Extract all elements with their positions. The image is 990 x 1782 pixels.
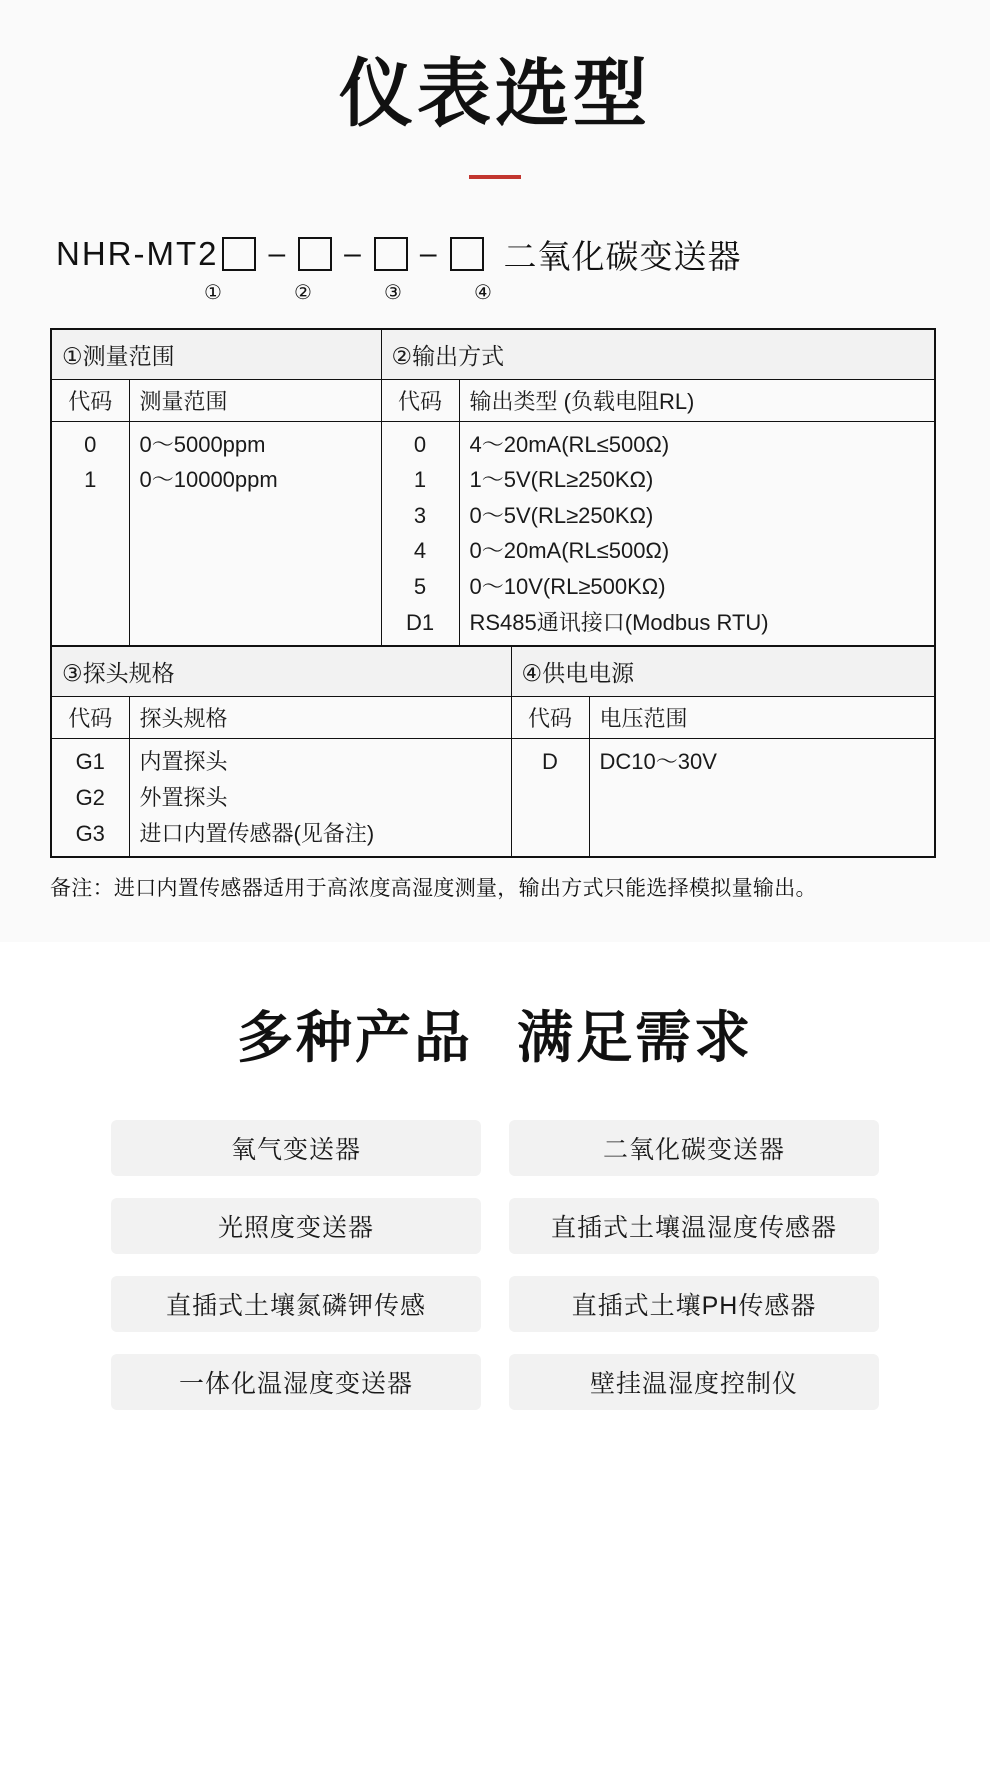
model-marker-row — [56, 280, 990, 306]
block2-col2: 输出类型 (负载电阻RL) — [459, 379, 935, 421]
probe-code-cell — [51, 739, 129, 857]
output-value-0: 4～20mA(RL≤500Ω) — [469, 431, 670, 457]
block4-col2: 电压范围 — [589, 697, 935, 739]
output-code-5: D1 — [405, 609, 435, 635]
table-note: 备注：进口内置传感器适用于高浓度高湿度测量，输出方式只能选择模拟量输出。 — [50, 877, 817, 901]
code-box-1 — [222, 237, 256, 271]
product-chip-oxygen[interactable]: 氧气变送器 — [111, 1120, 481, 1176]
products-title-left: 多种产品 — [237, 1006, 473, 1070]
marker-3: ③ — [384, 281, 402, 304]
range-code-1: 1 — [84, 467, 97, 493]
block4-col1: 代码 — [511, 697, 589, 739]
range-value-0: 0～5000ppm — [139, 431, 266, 457]
output-code-3: 4 — [413, 538, 427, 564]
probe-value-1: 外置探头 — [139, 784, 228, 810]
marker-4: ④ — [474, 281, 492, 304]
model-prefix: NHR-MT2 — [56, 235, 219, 272]
power-value-cell — [589, 739, 935, 857]
product-chip-illuminance[interactable]: 光照度变送器 — [111, 1198, 481, 1254]
block3-col1: 代码 — [51, 697, 129, 739]
model-code-line — [56, 231, 990, 278]
spec-table-top — [50, 328, 936, 648]
product-chip-soil-temp-humidity[interactable]: 直插式土壤温湿度传感器 — [509, 1198, 879, 1254]
product-chip-co2[interactable]: 二氧化碳变送器 — [509, 1120, 879, 1176]
probe-value-2: 进口内置传感器(见备注) — [139, 820, 375, 846]
block1-header: ①测量范围 — [51, 329, 381, 380]
marker-1: ① — [204, 281, 222, 304]
output-value-cell — [459, 421, 935, 646]
output-value-3: 0～20mA(RL≤500Ω) — [469, 538, 670, 564]
block2-col1: 代码 — [381, 379, 459, 421]
range-value-cell — [129, 421, 381, 646]
table-subheader-row — [51, 379, 935, 421]
block3-col2: 探头规格 — [129, 697, 511, 739]
power-value-0: DC10～30V — [599, 749, 717, 775]
probe-value-cell — [129, 739, 511, 857]
code-box-4 — [450, 237, 484, 271]
dash-3: – — [419, 237, 438, 270]
page-title: 仪表选型 — [339, 52, 651, 135]
product-chip-soil-ph[interactable]: 直插式土壤PH传感器 — [509, 1276, 879, 1332]
range-value-1: 0～10000ppm — [139, 467, 278, 493]
output-code-cell — [381, 421, 459, 646]
products-title-right: 满足需求 — [517, 1006, 753, 1070]
output-value-5: RS485通讯接口(Modbus RTU) — [469, 609, 769, 635]
marker-2: ② — [294, 281, 312, 304]
dash-2: – — [344, 237, 362, 270]
block2-header: ②输出方式 — [381, 329, 935, 380]
products-section — [0, 942, 990, 1450]
table-subheader-row-2 — [51, 697, 935, 739]
output-value-4: 0～10V(RL≥500KΩ) — [469, 574, 666, 599]
title-divider — [469, 175, 521, 179]
product-chip-wall-mounted-controller[interactable]: 壁挂温湿度控制仪 — [509, 1354, 879, 1410]
output-value-2: 0～5V(RL≥250KΩ) — [469, 502, 654, 528]
probe-code-2: G3 — [75, 820, 105, 846]
block4-header: ④供电电源 — [511, 646, 935, 697]
block3-header: ③探头规格 — [51, 646, 511, 697]
output-code-4: 5 — [413, 574, 427, 599]
code-box-2 — [298, 237, 332, 271]
table-body-row — [51, 421, 935, 646]
product-chip-integrated-temp-humidity[interactable]: 一体化温湿度变送器 — [111, 1354, 481, 1410]
probe-value-0: 内置探头 — [139, 749, 228, 775]
block1-col2: 测量范围 — [129, 379, 381, 421]
table-body-row-2 — [51, 739, 935, 857]
product-chip-soil-npk[interactable]: 直插式土壤氮磷钾传感 — [111, 1276, 481, 1332]
range-code-0: 0 — [84, 431, 97, 457]
output-code-2: 3 — [413, 502, 427, 528]
products-title — [0, 994, 990, 1074]
code-box-3 — [374, 237, 408, 271]
product-grid — [0, 1120, 990, 1410]
table-header-row-2 — [51, 646, 935, 697]
dash-1: – — [268, 237, 287, 270]
output-code-1: 1 — [413, 467, 427, 493]
power-code-0: D — [542, 749, 558, 775]
block1-col1: 代码 — [51, 379, 129, 421]
spec-table-bottom — [50, 645, 936, 858]
output-code-0: 0 — [413, 431, 427, 457]
power-code-cell — [511, 739, 589, 857]
probe-code-0: G1 — [75, 749, 105, 775]
output-value-1: 1～5V(RL≥250KΩ) — [469, 467, 654, 493]
range-code-cell — [51, 421, 129, 646]
probe-code-1: G2 — [75, 784, 105, 810]
table-header-row — [51, 329, 935, 380]
model-suffix: 二氧化碳变送器 — [503, 237, 742, 275]
